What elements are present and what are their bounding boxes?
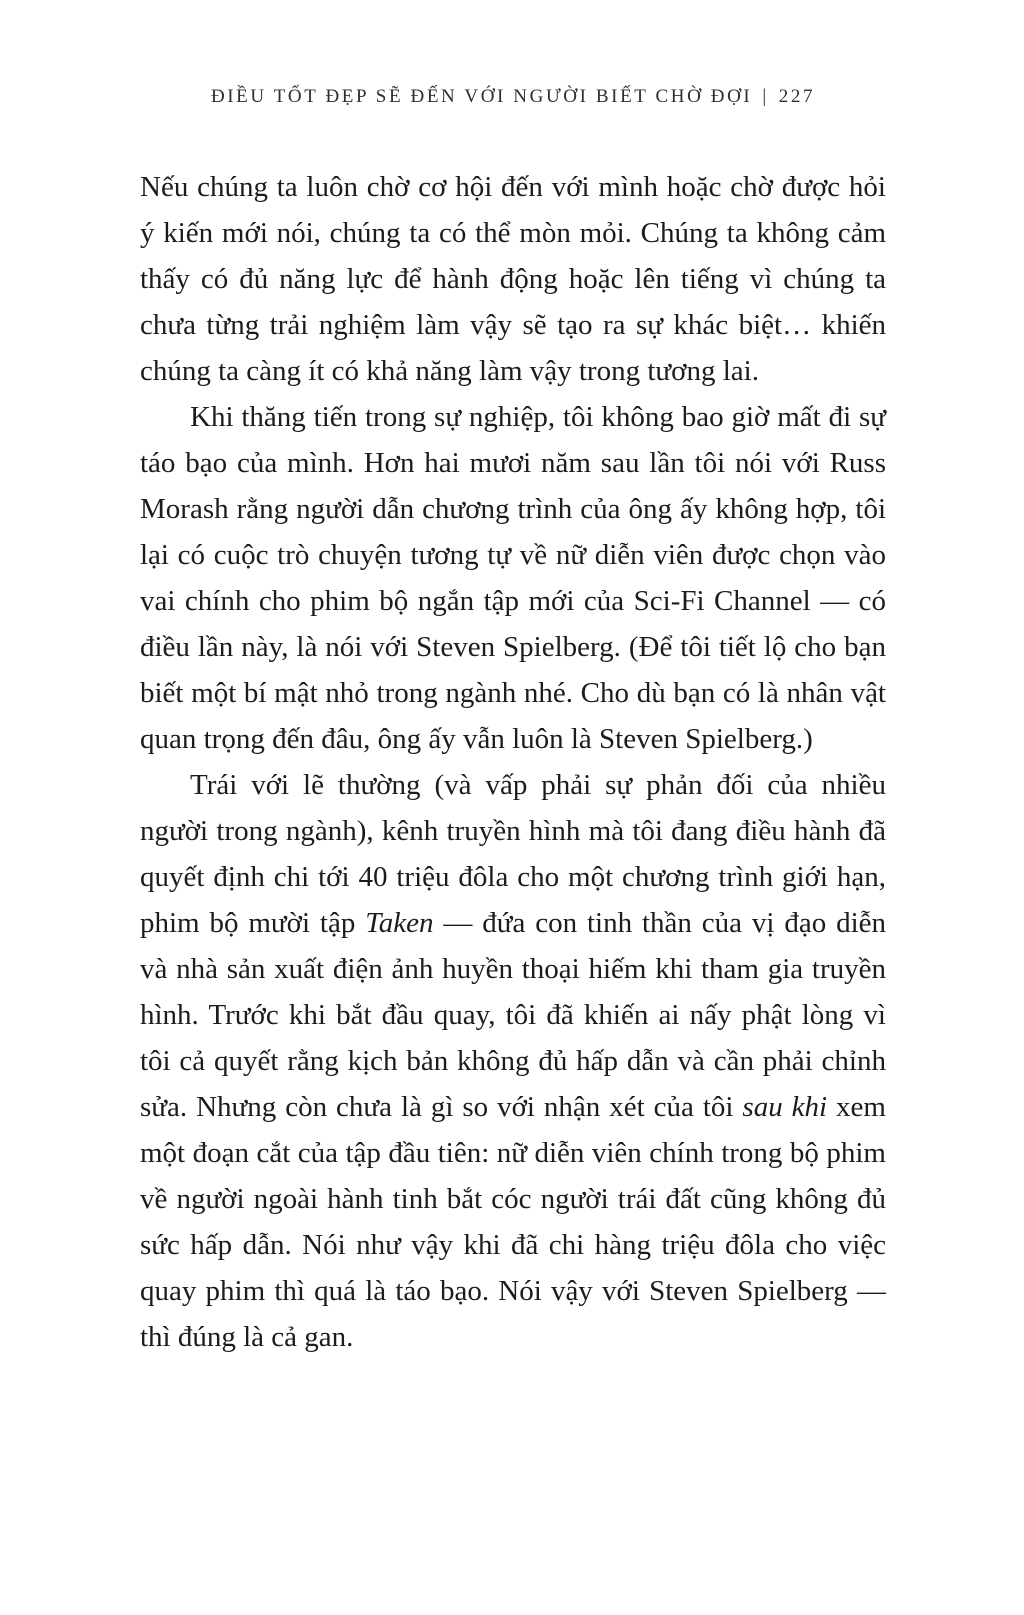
text-segment: Trái với lẽ thường (và vấp phải sự phản đối của nhiều người trong ngành), kênh truyền hình mà tôi đang điều hành đã quyết định chi tới 40 triệu đôla cho một chương trình giới hạn, phim bộ mười tập (140, 769, 886, 939)
chapter-title: ĐIỀU TỐT ĐẸP SẼ ĐẾN VỚI NGƯỜI BIẾT CHỜ ĐỢI (210, 86, 753, 107)
paragraph (140, 164, 886, 394)
text-segment: Nếu chúng ta luôn chờ cơ hội đến với mình hoặc chờ được hỏi ý kiến mới nói, chúng ta có thể mòn mỏi. Chúng ta không cảm thấy có đủ năng lực để hành động hoặc lên tiếng vì chúng ta chưa từng trải nghiệm làm vậy sẽ tạo ra sự khác biệt… khiến chúng ta càng ít có khả năng làm vậy trong tương lai. (140, 171, 886, 387)
text-segment: Khi thăng tiến trong sự nghiệp, tôi không bao giờ mất đi sự táo bạo của mình. Hơn hai mươi năm sau lần tôi nói với Russ Morash rằng người dẫn chương trình của ông ấy không hợp, tôi lại có cuộc trò chuyện tương tự về nữ diễn viên được chọn vào vai chính cho phim bộ ngắn tập mới của Sci-Fi Channel — có điều lần này, là nói với Steven Spielberg. (Để tôi tiết lộ cho bạn biết một bí mật nhỏ trong ngành nhé. Cho dù bạn có là nhân vật quan trọng đến đâu, ông ấy vẫn luôn là Steven Spielberg.) (140, 401, 886, 755)
running-header (140, 86, 886, 108)
italic-text: Taken (365, 907, 434, 939)
paragraph (140, 394, 886, 762)
body-text (140, 164, 886, 1360)
text-segment: — đứa con tinh thần của vị đạo diễn và nhà sản xuất điện ảnh huyền thoại hiếm khi tham gia truyền hình. Trước khi bắt đầu quay, tôi đã khiến ai nấy phật lòng vì tôi cả quyết rằng kịch bản không đủ hấp dẫn và cần phải chỉnh sửa. Nhưng còn chưa là gì so với nhận xét của tôi (140, 907, 887, 1123)
header-separator: | (762, 86, 769, 107)
paragraph (140, 762, 886, 1360)
italic-text: sau khi (742, 1091, 828, 1123)
text-segment: xem một đoạn cắt của tập đầu tiên: nữ diễn viên chính trong bộ phim về người ngoài hành tinh bắt cóc người trái đất cũng không đủ sức hấp dẫn. Nói như vậy khi đã chi hàng triệu đôla cho việc quay phim thì quá là táo bạo. Nói vậy với Steven Spielberg — thì đúng là cả gan. (140, 1091, 886, 1353)
page-number: 227 (778, 86, 816, 107)
